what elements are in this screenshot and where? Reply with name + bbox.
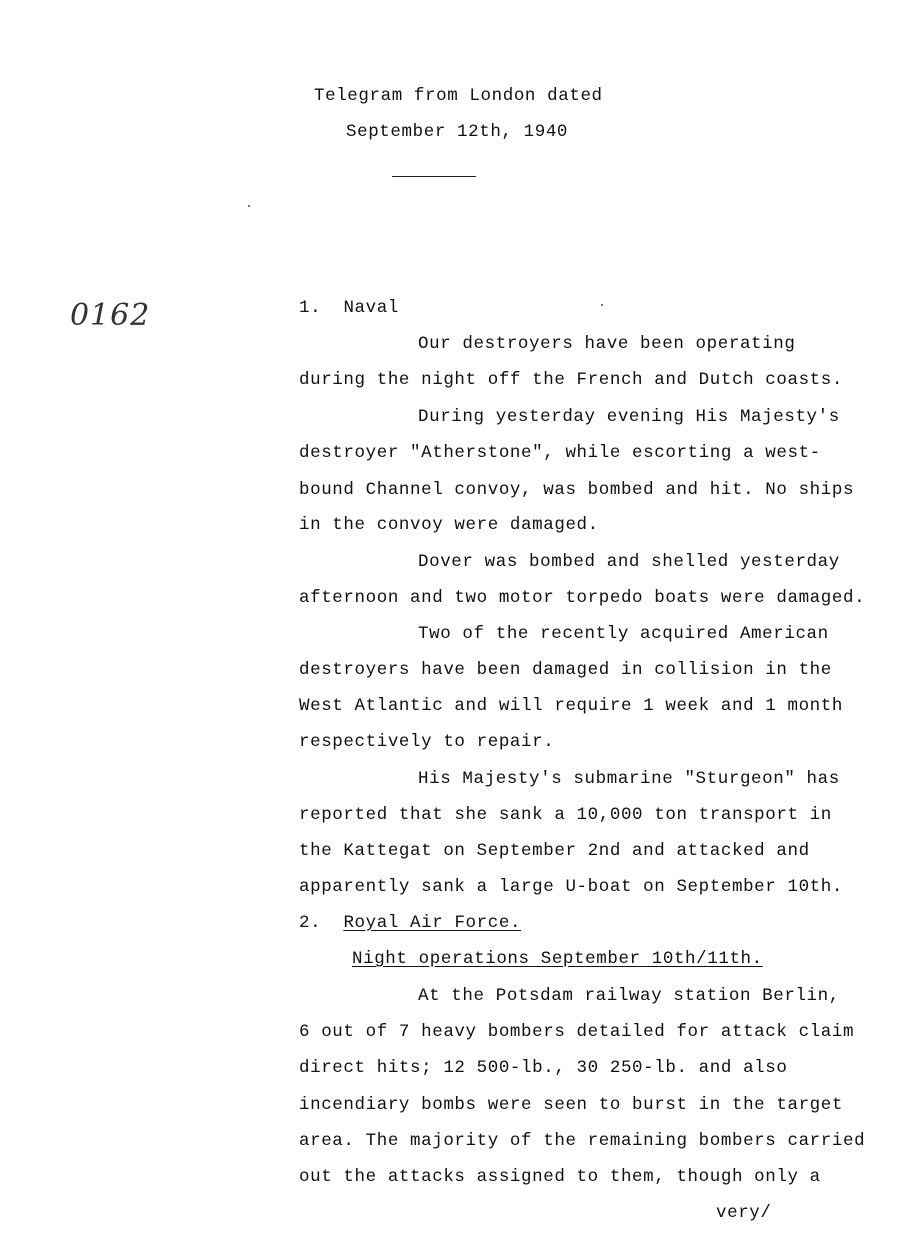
section-heading-raf bbox=[299, 912, 521, 934]
body-line: At the Potsdam railway station Berlin, bbox=[418, 986, 840, 1006]
header-line-1: Telegram from London dated bbox=[314, 86, 603, 106]
body-line: destroyer "Atherstone", while escorting a west- bbox=[299, 443, 821, 463]
body-line: direct hits; 12 500-lb., 30 250-lb. and also bbox=[299, 1058, 788, 1078]
body-line: West Atlantic and will require 1 week and 1 month bbox=[299, 696, 843, 716]
section-heading-naval bbox=[299, 297, 399, 319]
section-number: 1. bbox=[299, 298, 322, 318]
body-line: bound Channel convoy, was bombed and hit. No ships bbox=[299, 480, 855, 500]
body-line: in the convoy were damaged. bbox=[299, 515, 599, 535]
body-line: area. The majority of the remaining bombers carried bbox=[299, 1131, 866, 1151]
header-line-2: September 12th, 1940 bbox=[346, 122, 569, 142]
body-line: respectively to repair. bbox=[299, 732, 555, 752]
section-number: 2. bbox=[299, 913, 322, 933]
body-line: afternoon and two motor torpedo boats were damaged. bbox=[299, 588, 866, 608]
body-line: His Majesty's submarine "Sturgeon" has bbox=[418, 769, 840, 789]
paper-speck bbox=[601, 304, 603, 306]
body-line: during the night off the French and Dutch coasts. bbox=[299, 370, 843, 390]
header-rule bbox=[392, 176, 476, 177]
paper-speck bbox=[248, 205, 250, 207]
section-subheading: Night operations September 10th/11th. bbox=[352, 949, 763, 969]
body-line: 6 out of 7 heavy bombers detailed for attack claim bbox=[299, 1022, 855, 1042]
body-line: reported that she sank a 10,000 ton transport in bbox=[299, 805, 832, 825]
body-line: Two of the recently acquired American bbox=[418, 624, 829, 644]
body-line: out the attacks assigned to them, though only a bbox=[299, 1167, 821, 1187]
catchword: very/ bbox=[716, 1203, 772, 1223]
body-line: destroyers have been damaged in collision in the bbox=[299, 660, 832, 680]
body-line: apparently sank a large U-boat on September 10th. bbox=[299, 877, 843, 897]
section-title: Naval bbox=[343, 298, 399, 318]
body-line: incendiary bombs were seen to burst in the target bbox=[299, 1095, 843, 1115]
margin-handwritten-note: 0162 bbox=[70, 298, 151, 333]
body-line: Dover was bombed and shelled yesterday bbox=[418, 552, 840, 572]
body-line: Our destroyers have been operating bbox=[418, 334, 796, 354]
body-line: the Kattegat on September 2nd and attacked and bbox=[299, 841, 810, 861]
body-line: During yesterday evening His Majesty's bbox=[418, 407, 840, 427]
section-title: Royal Air Force. bbox=[343, 913, 522, 933]
